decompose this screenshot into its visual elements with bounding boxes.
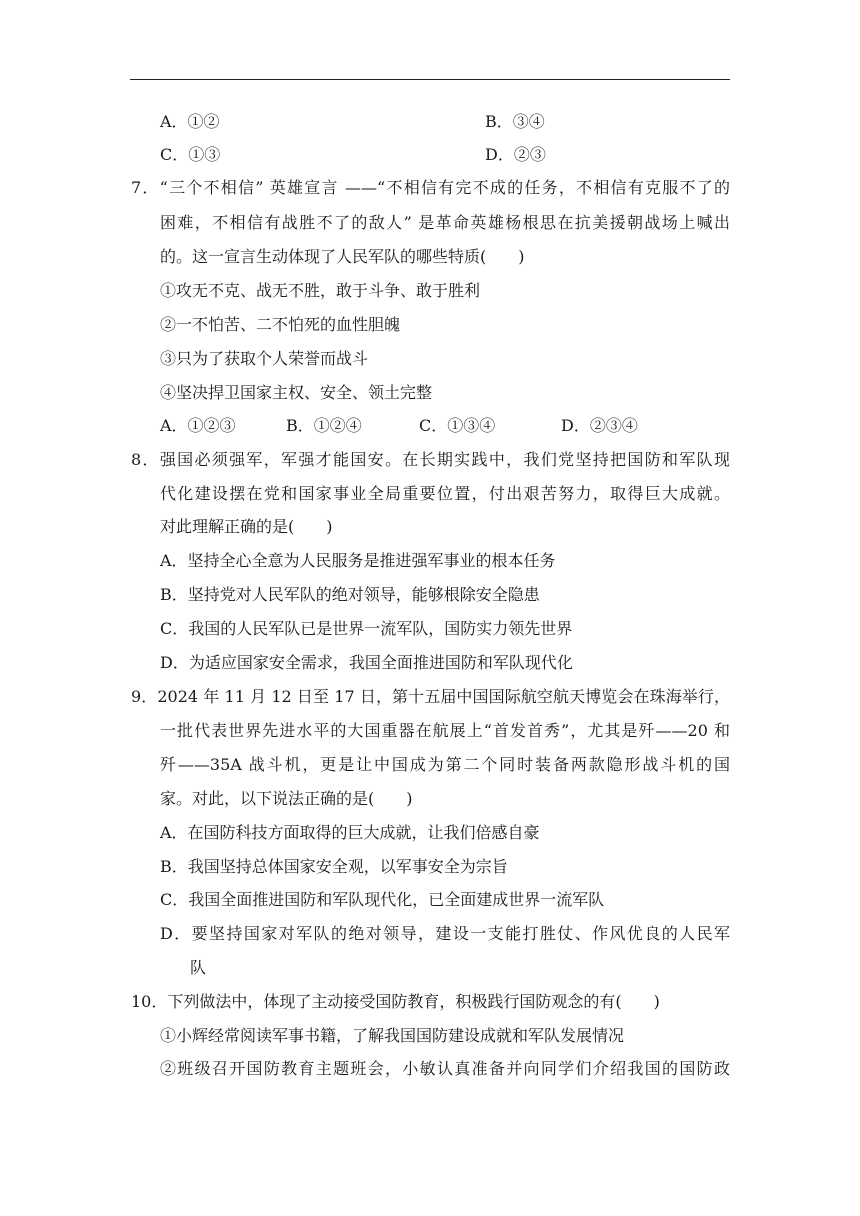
option-a: A．①②	[160, 112, 220, 131]
option-d-continuation: 队	[190, 958, 207, 977]
option-d: D．要坚持国家对军队的绝对领导，建设一支能打胜仗、作风优良的人民军	[160, 924, 730, 943]
option-b: B．坚持党对人民军队的绝对领导，能够根除安全隐患	[160, 585, 540, 604]
option-b: B．①②④	[286, 416, 362, 435]
option-c: C．①③④	[419, 416, 496, 435]
question-stem-line: 的。这一宣言生动体现了人民军队的哪些特质( )	[160, 247, 525, 266]
question-stem-line: 一批代表世界先进水平的大国重器在航展上“首发首秀”，尤其是歼——20 和	[160, 721, 730, 740]
option-b: B．③④	[485, 112, 545, 131]
question-stem-line: 8．强国必须强军，军强才能国安。在长期实践中，我们党坚持把国防和军队现	[131, 450, 730, 469]
option-d: D．②③	[485, 145, 546, 164]
question-stem-line: 代化建设摆在党和国家事业全局重要位置，付出艰苦努力，取得巨大成就。	[160, 484, 730, 503]
statement-3: ③只为了获取个人荣誉而战斗	[160, 349, 369, 368]
statement-1: ①小辉经常阅读军事书籍，了解我国国防建设成就和军队发展情况	[160, 1026, 625, 1045]
option-a: A．坚持全心全意为人民服务是推进强军事业的根本任务	[160, 551, 556, 570]
option-a: A．在国防科技方面取得的巨大成就，让我们倍感自豪	[160, 823, 540, 842]
header-divider	[130, 79, 730, 80]
option-a: A．①②③	[160, 416, 236, 435]
question-stem-line: 对此理解正确的是( )	[160, 517, 333, 536]
question-stem-line: 7．“三个不相信” 英雄宣言 ——“不相信有完不成的任务，不相信有克服不了的	[131, 178, 730, 197]
option-c: C．①③	[160, 145, 221, 164]
question-stem-line: 歼——35A 战斗机，更是让中国成为第二个同时装备两款隐形战斗机的国	[160, 755, 730, 774]
statement-2: ②一不怕苦、二不怕死的血性胆魄	[160, 315, 401, 334]
question-stem-line: 10．下列做法中，体现了主动接受国防教育，积极践行国防观念的有( )	[131, 992, 660, 1011]
statement-4: ④坚决捍卫国家主权、安全、领土完整	[160, 383, 433, 402]
option-d: D．为适应国家安全需求，我国全面推进国防和军队现代化	[160, 653, 573, 672]
question-stem-line: 困难，不相信有战胜不了的敌人” 是革命英雄杨根思在抗美援朝战场上喊出	[160, 213, 730, 232]
option-c: C．我国的人民军队已是世界一流军队，国防实力领先世界	[160, 619, 573, 638]
option-d: D．②③④	[561, 416, 638, 435]
statement-1: ①攻无不克、战无不胜，敢于斗争、敢于胜利	[160, 281, 481, 300]
question-stem-line: 9．2024 年 11 月 12 日至 17 日，第十五届中国国际航空航天博览会在珠海举行，	[131, 687, 730, 706]
option-c: C．我国全面推进国防和军队现代化，已全面建成世界一流军队	[160, 890, 605, 909]
statement-2: ②班级召开国防教育主题班会，小敏认真准备并向同学们介绍我国的国防政	[160, 1059, 730, 1078]
question-stem-line: 家。对此，以下说法正确的是( )	[160, 789, 413, 808]
option-b: B．我国坚持总体国家安全观，以军事安全为宗旨	[160, 857, 508, 876]
